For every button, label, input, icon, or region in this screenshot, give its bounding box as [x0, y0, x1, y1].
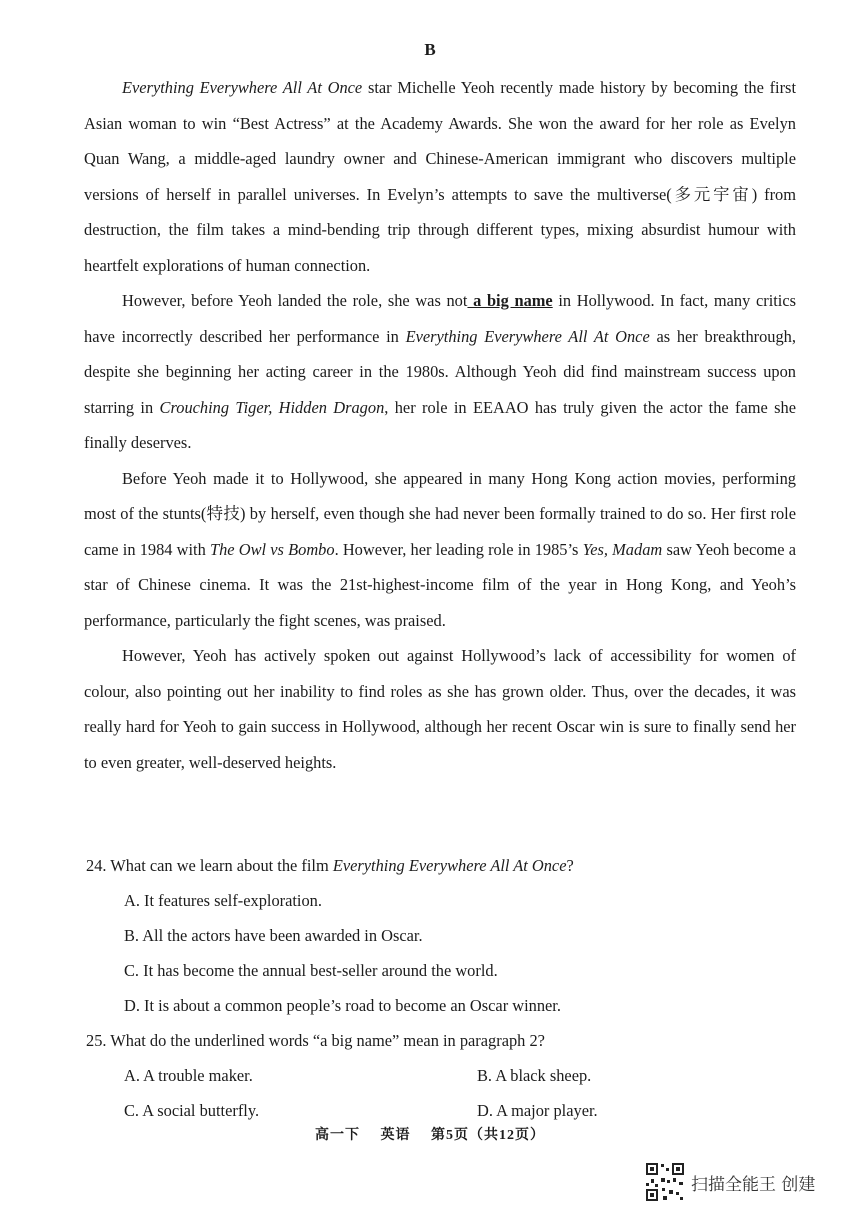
question-mark: ?	[566, 856, 574, 875]
film-title: Everything Everywhere All At Once	[332, 856, 567, 875]
paragraph-text: , her role in EEAAO has truly given the actor the fame she finally deserves.	[84, 397, 796, 452]
question-24-option-d: D. It is about a common people’s road to become an Oscar winner.	[124, 996, 561, 1015]
questions-section	[86, 848, 798, 1128]
paragraph-text: . However, her leading role in 1985’s	[334, 539, 583, 559]
question-24-stem	[86, 848, 798, 883]
question-24-option-b: B. All the actors have been awarded in Oscar.	[124, 926, 423, 945]
footer-page-number: 第5页（共12页）	[431, 1128, 545, 1143]
paragraph-text: as her breakthrough, despite she beginning her acting career in the 1980s. Although Yeoh did find mainstream success upon starring in	[84, 326, 796, 417]
film-title: The Owl vs Bombo	[210, 539, 335, 559]
section-letter: B	[424, 40, 436, 59]
paragraph-text: However, before Yeoh landed the role, she was not	[122, 291, 468, 310]
question-25-option-d: D. A major player.	[477, 1101, 598, 1120]
qr-code-icon	[645, 1162, 685, 1202]
question-25-option-b: B. A black sheep.	[477, 1066, 592, 1085]
scanner-watermark	[645, 1162, 815, 1202]
paragraph-1	[84, 70, 796, 283]
paragraph-3	[84, 461, 796, 639]
paragraph-4: However, Yeoh has actively spoken out against Hollywood’s lack of accessibility for women of colour, also pointing out her inability to find roles as she has grown older. Thus, over the decades, it was really hard for Yeoh to gain success in Hollywood, although her recent Oscar win is sure to finally send her to even greater, well-deserved heights.	[84, 646, 796, 772]
paragraph-2	[84, 283, 796, 461]
underlined-phrase: a big name	[467, 291, 553, 310]
reading-passage	[84, 70, 796, 780]
question-25-options-row-2	[124, 1093, 798, 1128]
footer-subject: 英语	[380, 1128, 411, 1143]
footer-grade: 高一下	[315, 1128, 360, 1143]
film-title: Crouching Tiger, Hidden Dragon	[159, 397, 385, 417]
paragraph-text: saw Yeoh become a star of Chinese cinema. It was the 21st-highest-income film of the year in Hong Kong, and Yeoh’s performance, particularly the fight scenes, was praised.	[84, 539, 796, 630]
paragraph-text: star Michelle Yeoh recently made history by becoming the first Asian woman to win “Best Actress” at the Academy Awards. She won the award for her role as Evelyn Quan Wang, a middle-aged laundry owner and Chinese-American immigrant who discovers multiple versions of herself in parallel universes. In Evelyn’s attempts to save the multiverse(多元宇宙) from destruction, the film takes a mind-bending trip through different types, mixing absurdist humour with heartfelt explorations of human connection.	[84, 78, 796, 275]
paragraph-text: in Hollywood. In fact, many critics have incorrectly described her performance in	[84, 291, 797, 346]
question-24-option-a: A. It features self-exploration.	[124, 891, 322, 910]
paragraph-text: Before Yeoh made it to Hollywood, she appeared in many Hong Kong action movies, performing most of the stunts(特技) by herself, even though she had never been formally trained to do so. Her first role came in 1984 with	[84, 468, 796, 559]
film-title: Yes, Madam	[582, 539, 663, 559]
question-text: 24. What can we learn about the film	[86, 856, 333, 875]
question-25-stem: 25. What do the underlined words “a big name” mean in paragraph 2?	[86, 1031, 545, 1050]
film-title: Everything Everywhere All At Once	[122, 78, 363, 97]
question-25-option-c: C. A social butterfly.	[124, 1101, 260, 1120]
watermark-text: 扫描全能王 创建	[691, 1174, 816, 1195]
question-25-option-a: A. A trouble maker.	[124, 1066, 253, 1085]
page-footer	[0, 1124, 860, 1144]
question-24-option-c: C. It has become the annual best-seller around the world.	[124, 961, 498, 980]
question-25-options-row-1	[124, 1058, 798, 1093]
film-title: Everything Everywhere All At Once	[405, 326, 650, 346]
